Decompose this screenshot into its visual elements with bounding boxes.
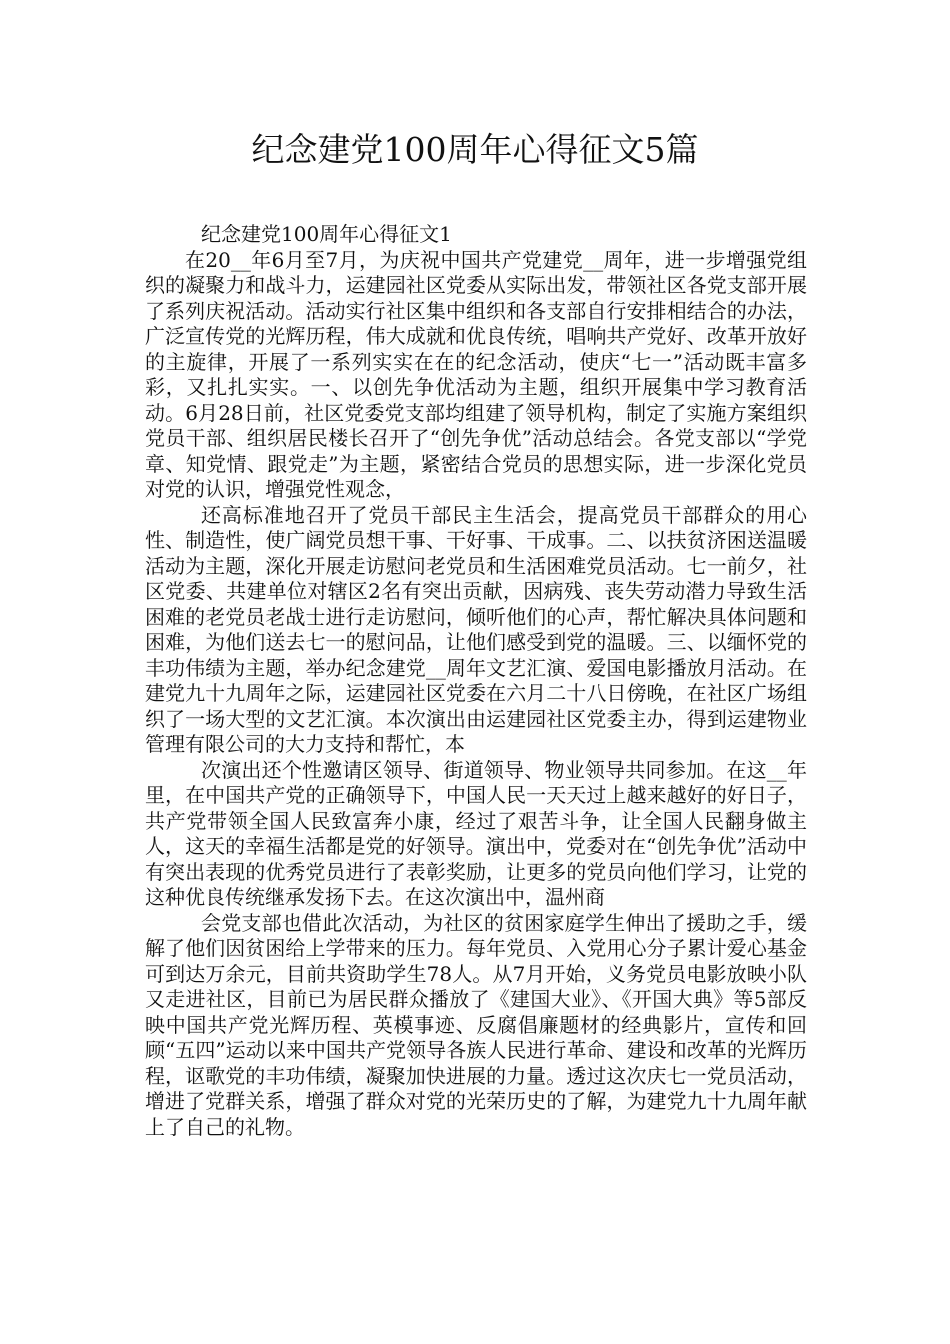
- document-body: [145, 222, 807, 1140]
- paragraph-4: 会党支部也借此次活动，为社区的贫困家庭学生伸出了援助之手，缓解了他们因贫困给上学带来的压力。每年党员、入党用心分子累计爱心基金可到达万余元，目前共资助学生78人。从7月开始，义务党员电影放映小队又走进社区，目前已为居民群众播放了《建国大业》、《开国大典》等5部反映中国共产党光辉历程、英模事迹、反腐倡廉题材的经典影片，宣传和回顾“五四”运动以来中国共产党领导各族人民进行革命、建设和改革的光辉历程，讴歌党的丰功伟绩，凝聚加快进展的力量。透过这次庆七一党员活动，增进了党群关系，增强了群众对党的光荣历史的了解，为建党九十九周年献上了自己的礼物。: [145, 910, 807, 1139]
- paragraph-3: 次演出还个性邀请区领导、街道领导、物业领导共同参加。在这__年里，在中国共产党的正确领导下，中国人民一天天过上越来越好的好日子，共产党带领全国人民致富奔小康，经过了艰苦斗争，让全国人民翻身做主人，这天的幸福生活都是党的好领导。演出中，党委对在“创先争优”活动中有突出表现的优秀党员进行了表彰奖励，让更多的党员向他们学习，让党的这种优良传统继承发扬下去。在这次演出中，温州商: [145, 757, 807, 909]
- paragraph-2: 还高标准地召开了党员干部民主生活会，提高党员干部群众的用心性、制造性，使广阔党员想干事、干好事、干成事。二、以扶贫济困送温暖活动为主题，深化开展走访慰问老党员和生活困难党员活动。七一前夕，社区党委、共建单位对辖区2名有突出贡献，因病残、丧失劳动潜力导致生活困难的老党员老战士进行走访慰问，倾听他们的心声，帮忙解决具体问题和困难，为他们送去七一的慰问品，让他们感受到党的温暖。三、以缅怀党的丰功伟绩为主题，举办纪念建党__周年文艺汇演、爱国电影播放月活动。在建党九十九周年之际，运建园社区党委在六月二十八日傍晚，在社区广场组织了一场大型的文艺汇演。本次演出由运建园社区党委主办，得到运建物业管理有限公司的大力支持和帮忙，本: [145, 502, 807, 756]
- paragraph-1: 在20__年6月至7月，为庆祝中国共产党建党__周年，进一步增强党组织的凝聚力和战斗力，运建园社区党委从实际出发，带领社区各党支部开展了系列庆祝活动。活动实行社区集中组织和各支部自行安排相结合的办法，广泛宣传党的光辉历程，伟大成就和优良传统，唱响共产党好、改革开放好的主旋律，开展了一系列实实在在的纪念活动，使庆“七一”活动既丰富多彩，又扎扎实实。一、以创先争优活动为主题，组织开展集中学习教育活动。6月28日前，社区党委党支部均组建了领导机构，制定了实施方案组织党员干部、组织居民楼长召开了“创先争优”活动总结会。各党支部以“学党章、知党情、跟党走”为主题，紧密结合党员的思想实际，进一步深化党员对党的认识，增强党性观念，: [145, 247, 807, 501]
- document-title: 纪念建党100周年心得征文5篇: [251, 130, 699, 169]
- section-heading: 纪念建党100周年心得征文1: [201, 222, 452, 246]
